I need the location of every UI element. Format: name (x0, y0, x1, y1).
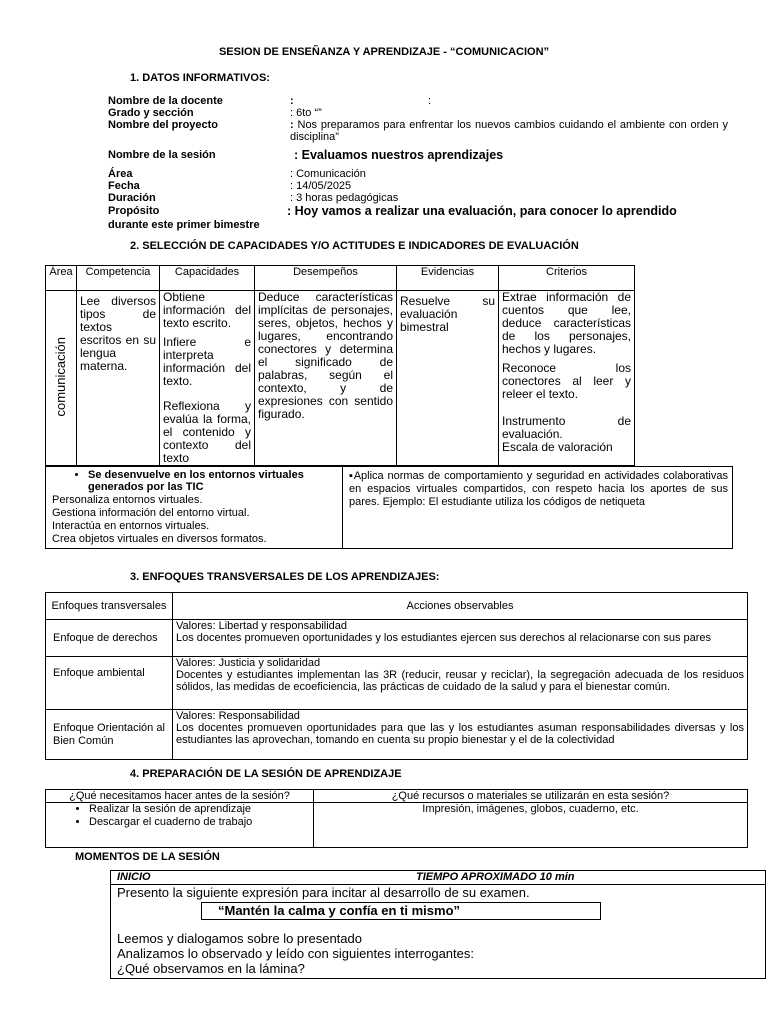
valores-text: Valores: Libertad y responsabilidad (176, 620, 348, 632)
header-recursos: ¿Qué recursos o materiales se utilizarán en esta sesión? (314, 790, 748, 803)
accion-text: Docentes y estudiantes implementan las 3R (reducir, reusar y reciclar), la segregación adecuada de los residuos sólidos, las medidas de ecoeficiencia, las prácticas de cuidado de la salud y para el bienestar común. (176, 669, 744, 693)
inicio-line: ¿Qué observamos en la lámina? (117, 961, 305, 976)
header-enfoques: Enfoques transversales (46, 593, 173, 620)
fecha-label: Fecha (108, 180, 140, 192)
document-body (0, 240, 768, 999)
header-capacidades: Capacidades (160, 266, 255, 291)
preparacion-table (45, 789, 748, 848)
accion-text: Los docentes promueven oportunidades para que las y los estudiantes asuman responsabilidades diversas y los estudiantes las aprovechan, tomando en cuenta su propio bienestar y el de la colectividad (176, 722, 744, 746)
table-row (46, 657, 748, 710)
area-cell: comunicación (53, 336, 68, 417)
proposito-cont: durante este primer bimestre (108, 219, 260, 231)
tiempo-label: TIEMPO APROXIMADO 10 min (416, 871, 575, 883)
inicio-line: Analizamos lo observado y leído con siguientes interrogantes: (117, 946, 474, 961)
sesion-value: : Evaluamos nuestros aprendizajes (294, 148, 504, 162)
accion-cell (173, 657, 748, 710)
enfoque-cell: Enfoque ambiental (46, 657, 173, 710)
proposito-value: : Hoy vamos a realizar una evaluación, para conocer lo aprendido (287, 204, 677, 218)
table-row (46, 620, 748, 657)
capacidades-table (45, 265, 635, 466)
inicio-body (111, 885, 766, 979)
proposito-label: Propósito (108, 205, 160, 217)
sesion-label: Nombre de la sesión (108, 149, 216, 161)
section-4-heading: 4. PREPARACIÓN DE LA SESIÓN DE APRENDIZAJE (130, 768, 402, 780)
capacidades-cell (160, 291, 255, 466)
proyecto-value: : Nos preparamos para enfrentar los nuevos cambios cuidando el ambiente con orden y disciplina” (290, 119, 728, 143)
header-evidencias: Evidencias (397, 266, 499, 291)
valores-text: Valores: Justicia y solidaridad (176, 657, 321, 669)
inicio-label: INICIO (117, 871, 151, 883)
criterio-1: Extrae información de cuentos que lee, deduce características de los personajes, hechos y lugares. (502, 290, 631, 356)
header-acciones: Acciones observables (173, 593, 748, 620)
header-competencia: Competencia (77, 266, 160, 291)
capacidad-1: Obtiene información del texto escrito. (163, 290, 251, 330)
proyecto-text: Nos preparamos para enfrentar los nuevos cambios cuidando el ambiente con orden y disciplina” (290, 119, 728, 143)
list-item: • Realizar la sesión de aprendizaje (89, 803, 310, 816)
antes-cell (46, 803, 314, 848)
criterio-2: Reconoce los conectores al leer y releer el texto. (502, 361, 631, 401)
accion-cell (173, 710, 748, 760)
enfoque-cell: Enfoque Orientación al Bien Común (46, 710, 173, 760)
tic-item: Personaliza entornos virtuales. (52, 494, 203, 506)
header-antes: ¿Qué necesitamos hacer antes de la sesión? (46, 790, 314, 803)
tic-table (45, 466, 733, 549)
header-desempenos: Desempeños (255, 266, 397, 291)
criterios-cell (499, 291, 635, 466)
competencia-cell: Lee diversos tipos de textos escritos en su lengua materna. (77, 291, 160, 466)
accion-text: Los docentes promueven oportunidades y los estudiantes ejercen sus derechos al relacionarse con sus pares (176, 632, 712, 644)
tic-item: Crea objetos virtuales en diversos formatos. (52, 533, 267, 545)
docente-extra: : (428, 95, 432, 107)
tic-item: Gestiona información del entorno virtual. (52, 507, 250, 519)
momentos-heading: MOMENTOS DE LA SESIÓN (75, 851, 220, 863)
area-value: : Comunicación (290, 168, 366, 180)
grado-label: Grado y sección (108, 107, 194, 119)
proyecto-label: Nombre del proyecto (108, 119, 219, 131)
sesion-text: Evaluamos nuestros aprendizajes (301, 148, 504, 162)
proposito-text: Hoy vamos a realizar una evaluación, para conocer lo aprendido (294, 204, 677, 218)
header-area: Área (46, 266, 77, 291)
inicio-table (110, 870, 766, 979)
enfoques-table (45, 592, 748, 760)
evidencias-cell: Resuelve su evaluación bimestral (397, 291, 499, 466)
duracion-label: Duración (108, 192, 156, 204)
recursos-cell: Impresión, imágenes, globos, cuaderno, etc. (314, 803, 748, 848)
section-1-heading: 1. DATOS INFORMATIVOS: (130, 72, 270, 84)
area-label: Área (108, 168, 133, 180)
capacidad-2: Infiere e interpreta información del texto. (163, 335, 251, 388)
desempenos-cell: Deduce características implícitas de personajes, seres, objetos, hechos y lugares, encontrando conectores y determina el significado de palabras, según el contexto, y de expresiones con sentido figurado. (255, 291, 397, 466)
enfoque-cell: Enfoque de derechos (46, 620, 173, 657)
fecha-value: : 14/05/2025 (290, 180, 352, 192)
list-item: • Descargar el cuaderno de trabajo (89, 816, 310, 829)
tic-title: • Se desenvuelve en los entornos virtuales generados por las TIC (88, 469, 336, 493)
docente-label: Nombre de la docente (108, 95, 223, 107)
table-row (46, 710, 748, 760)
grado-value: : 6to “” (290, 107, 322, 119)
document-title: SESION DE ENSEÑANZA Y APRENDIZAJE - “COMUNICACION” (218, 46, 550, 58)
inicio-header (111, 871, 766, 885)
tic-desc: Aplica normas de comportamiento y seguridad en actividades colaborativas en espacios virtuales compartidos, con respeto hacia los aportes de sus pares. Ejemplo: El estudiante utiliza los códigos de netiqueta (349, 470, 728, 508)
header-criterios: Criterios (499, 266, 635, 291)
inicio-line: Presento la siguiente expresión para incitar al desarrollo de su examen. (117, 885, 530, 900)
section-3-heading: 3. ENFOQUES TRANSVERSALES DE LOS APRENDIZAJES: (130, 571, 440, 583)
valores-text: Valores: Responsabilidad (176, 710, 300, 722)
section-2-heading: 2. SELECCIÓN DE CAPACIDADES Y/O ACTITUDES E INDICADORES DE EVALUACIÓN (130, 240, 579, 252)
tic-item: Interactúa en entornos virtuales. (52, 520, 210, 532)
tic-desc-cell: ▪Aplica normas de comportamiento y seguridad en actividades colaborativas en espacios virtuales compartidos, con respeto hacia los aportes de sus pares. Ejemplo: El estudiante utiliza los códigos de netiqueta (343, 467, 733, 549)
inicio-line: Leemos y dialogamos sobre lo presentado (117, 931, 362, 946)
docente-value: : (290, 95, 294, 107)
capacidad-3: Reflexiona y evalúa la forma, el contenido y contexto del texto (163, 399, 251, 465)
criterio-3: Instrumento de evaluación. (502, 414, 631, 441)
criterio-4: Escala de valoración (502, 440, 613, 454)
quote-box: “Mantén la calma y confía en ti mismo” (201, 902, 601, 920)
duracion-value: : 3 horas pedagógicas (290, 192, 399, 204)
accion-cell (173, 620, 748, 657)
tic-cell (46, 467, 343, 549)
